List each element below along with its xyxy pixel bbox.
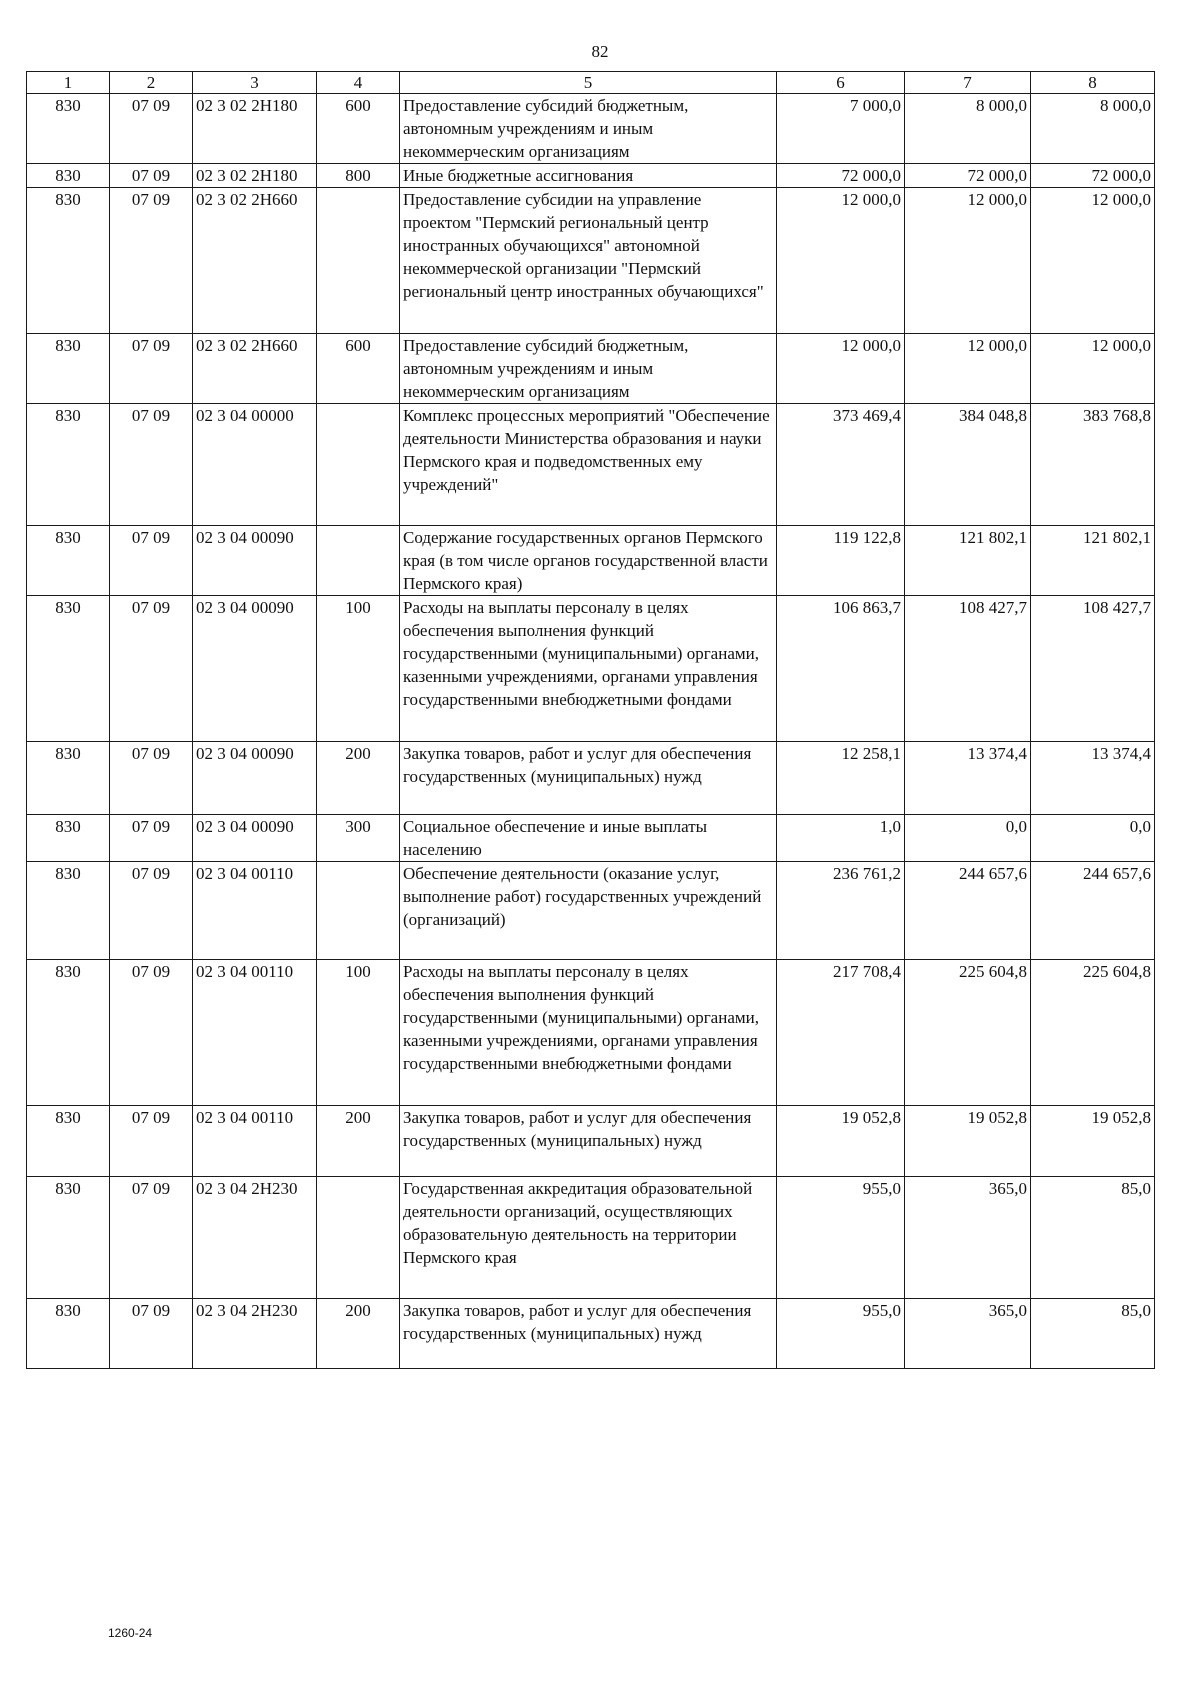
cell-section: 07 09	[110, 334, 193, 404]
cell-name: Государственная аккредитация образовательной деятельности организаций, осуществляющих образовательную деятельность на территории Пермского края	[400, 1177, 777, 1299]
cell-expense-type	[317, 526, 400, 596]
cell-name: Закупка товаров, работ и услуг для обеспечения государственных (муниципальных) нужд	[400, 1299, 777, 1369]
cell-expense-type	[317, 1177, 400, 1299]
cell-section: 07 09	[110, 1299, 193, 1369]
cell-amount-year1: 373 469,4	[777, 404, 905, 526]
cell-target-article: 02 3 04 00090	[193, 815, 317, 862]
cell-expense-type: 600	[317, 94, 400, 164]
cell-expense-type	[317, 404, 400, 526]
cell-amount-year1: 119 122,8	[777, 526, 905, 596]
cell-amount-year3: 13 374,4	[1031, 742, 1155, 815]
cell-target-article: 02 3 04 00090	[193, 596, 317, 742]
column-header: 1	[27, 72, 110, 94]
column-header: 7	[905, 72, 1031, 94]
cell-amount-year2: 384 048,8	[905, 404, 1031, 526]
cell-admin-code: 830	[27, 1106, 110, 1177]
table-row	[27, 960, 1155, 1106]
cell-amount-year2: 225 604,8	[905, 960, 1031, 1106]
cell-admin-code: 830	[27, 742, 110, 815]
cell-amount-year3: 8 000,0	[1031, 94, 1155, 164]
cell-section: 07 09	[110, 188, 193, 334]
cell-admin-code: 830	[27, 404, 110, 526]
cell-admin-code: 830	[27, 94, 110, 164]
cell-amount-year2: 365,0	[905, 1299, 1031, 1369]
table-row	[27, 526, 1155, 596]
cell-expense-type: 600	[317, 334, 400, 404]
cell-amount-year1: 12 000,0	[777, 188, 905, 334]
cell-amount-year1: 955,0	[777, 1177, 905, 1299]
cell-admin-code: 830	[27, 526, 110, 596]
table-row	[27, 404, 1155, 526]
cell-admin-code: 830	[27, 862, 110, 960]
cell-section: 07 09	[110, 960, 193, 1106]
cell-amount-year2: 8 000,0	[905, 94, 1031, 164]
cell-amount-year3: 225 604,8	[1031, 960, 1155, 1106]
cell-admin-code: 830	[27, 334, 110, 404]
cell-amount-year2: 0,0	[905, 815, 1031, 862]
table-row	[27, 334, 1155, 404]
cell-admin-code: 830	[27, 960, 110, 1106]
cell-amount-year3: 19 052,8	[1031, 1106, 1155, 1177]
cell-amount-year1: 7 000,0	[777, 94, 905, 164]
cell-expense-type: 200	[317, 1299, 400, 1369]
cell-target-article: 02 3 02 2Н660	[193, 188, 317, 334]
cell-amount-year2: 108 427,7	[905, 596, 1031, 742]
cell-target-article: 02 3 04 2Н230	[193, 1299, 317, 1369]
cell-amount-year3: 108 427,7	[1031, 596, 1155, 742]
table-row	[27, 188, 1155, 334]
table-row	[27, 1177, 1155, 1299]
cell-amount-year1: 955,0	[777, 1299, 905, 1369]
cell-amount-year2: 12 000,0	[905, 334, 1031, 404]
cell-section: 07 09	[110, 164, 193, 188]
cell-target-article: 02 3 04 2Н230	[193, 1177, 317, 1299]
cell-name: Закупка товаров, работ и услуг для обеспечения государственных (муниципальных) нужд	[400, 1106, 777, 1177]
cell-amount-year2: 244 657,6	[905, 862, 1031, 960]
table-body	[27, 94, 1155, 1369]
cell-amount-year1: 19 052,8	[777, 1106, 905, 1177]
cell-section: 07 09	[110, 596, 193, 742]
cell-expense-type: 100	[317, 596, 400, 742]
cell-amount-year3: 85,0	[1031, 1177, 1155, 1299]
column-header: 8	[1031, 72, 1155, 94]
cell-amount-year1: 72 000,0	[777, 164, 905, 188]
column-header: 5	[400, 72, 777, 94]
cell-amount-year3: 244 657,6	[1031, 862, 1155, 960]
cell-name: Расходы на выплаты персоналу в целях обеспечения выполнения функций государственными (муниципальными) органами, казенными учреждениями, органами управления государственными внебюджетными фондами	[400, 960, 777, 1106]
cell-target-article: 02 3 04 00090	[193, 526, 317, 596]
cell-amount-year2: 13 374,4	[905, 742, 1031, 815]
cell-target-article: 02 3 02 2Н180	[193, 164, 317, 188]
cell-section: 07 09	[110, 1106, 193, 1177]
cell-amount-year1: 12 000,0	[777, 334, 905, 404]
cell-admin-code: 830	[27, 596, 110, 742]
table-row	[27, 94, 1155, 164]
cell-name: Закупка товаров, работ и услуг для обеспечения государственных (муниципальных) нужд	[400, 742, 777, 815]
header-row	[27, 72, 1155, 94]
column-header: 4	[317, 72, 400, 94]
column-header: 6	[777, 72, 905, 94]
table-row	[27, 862, 1155, 960]
cell-section: 07 09	[110, 1177, 193, 1299]
table-header	[27, 72, 1155, 94]
cell-amount-year2: 365,0	[905, 1177, 1031, 1299]
cell-section: 07 09	[110, 404, 193, 526]
page-number: 82	[591, 42, 609, 61]
cell-expense-type: 200	[317, 742, 400, 815]
cell-expense-type: 800	[317, 164, 400, 188]
table-row	[27, 1299, 1155, 1369]
cell-amount-year1: 236 761,2	[777, 862, 905, 960]
cell-amount-year1: 1,0	[777, 815, 905, 862]
table-row	[27, 164, 1155, 188]
cell-target-article: 02 3 04 00110	[193, 1106, 317, 1177]
cell-name: Предоставление субсидий бюджетным, автономным учреждениям и иным некоммерческим организациям	[400, 94, 777, 164]
budget-table	[26, 71, 1155, 1369]
cell-name: Предоставление субсидий бюджетным, автономным учреждениям и иным некоммерческим организациям	[400, 334, 777, 404]
cell-expense-type: 200	[317, 1106, 400, 1177]
cell-admin-code: 830	[27, 188, 110, 334]
cell-target-article: 02 3 02 2Н660	[193, 334, 317, 404]
cell-target-article: 02 3 04 00110	[193, 960, 317, 1106]
cell-admin-code: 830	[27, 164, 110, 188]
cell-amount-year2: 12 000,0	[905, 188, 1031, 334]
table-row	[27, 815, 1155, 862]
cell-amount-year2: 121 802,1	[905, 526, 1031, 596]
cell-section: 07 09	[110, 526, 193, 596]
document-code: 1260-24	[108, 1626, 153, 1640]
cell-expense-type	[317, 188, 400, 334]
cell-name: Расходы на выплаты персоналу в целях обеспечения выполнения функций государственными (муниципальными) органами, казенными учреждениями, органами управления государственными внебюджетными фондами	[400, 596, 777, 742]
cell-name: Иные бюджетные ассигнования	[400, 164, 777, 188]
cell-amount-year3: 12 000,0	[1031, 188, 1155, 334]
cell-name: Комплекс процессных мероприятий "Обеспечение деятельности Министерства образования и науки Пермского края и подведомственных ему учреждений"	[400, 404, 777, 526]
cell-section: 07 09	[110, 94, 193, 164]
cell-target-article: 02 3 04 00110	[193, 862, 317, 960]
cell-amount-year3: 85,0	[1031, 1299, 1155, 1369]
cell-name: Предоставление субсидии на управление проектом "Пермский региональный центр иностранных обучающихся" автономной некоммерческой организации "Пермский региональный центр иностранных обучающихся"	[400, 188, 777, 334]
cell-amount-year1: 12 258,1	[777, 742, 905, 815]
cell-section: 07 09	[110, 815, 193, 862]
table-row	[27, 742, 1155, 815]
cell-admin-code: 830	[27, 815, 110, 862]
cell-amount-year3: 12 000,0	[1031, 334, 1155, 404]
cell-amount-year3: 72 000,0	[1031, 164, 1155, 188]
cell-name: Содержание государственных органов Пермского края (в том числе органов государственной власти Пермского края)	[400, 526, 777, 596]
column-header: 2	[110, 72, 193, 94]
cell-amount-year2: 72 000,0	[905, 164, 1031, 188]
cell-amount-year3: 0,0	[1031, 815, 1155, 862]
cell-expense-type	[317, 862, 400, 960]
cell-target-article: 02 3 02 2Н180	[193, 94, 317, 164]
column-header: 3	[193, 72, 317, 94]
cell-section: 07 09	[110, 862, 193, 960]
cell-name: Обеспечение деятельности (оказание услуг, выполнение работ) государственных учреждений (организаций)	[400, 862, 777, 960]
cell-amount-year1: 106 863,7	[777, 596, 905, 742]
cell-expense-type: 100	[317, 960, 400, 1106]
cell-admin-code: 830	[27, 1177, 110, 1299]
cell-section: 07 09	[110, 742, 193, 815]
cell-expense-type: 300	[317, 815, 400, 862]
cell-name: Социальное обеспечение и иные выплаты населению	[400, 815, 777, 862]
cell-target-article: 02 3 04 00000	[193, 404, 317, 526]
cell-admin-code: 830	[27, 1299, 110, 1369]
cell-amount-year3: 383 768,8	[1031, 404, 1155, 526]
table-row	[27, 1106, 1155, 1177]
table-row	[27, 596, 1155, 742]
cell-amount-year3: 121 802,1	[1031, 526, 1155, 596]
cell-amount-year1: 217 708,4	[777, 960, 905, 1106]
cell-target-article: 02 3 04 00090	[193, 742, 317, 815]
cell-amount-year2: 19 052,8	[905, 1106, 1031, 1177]
